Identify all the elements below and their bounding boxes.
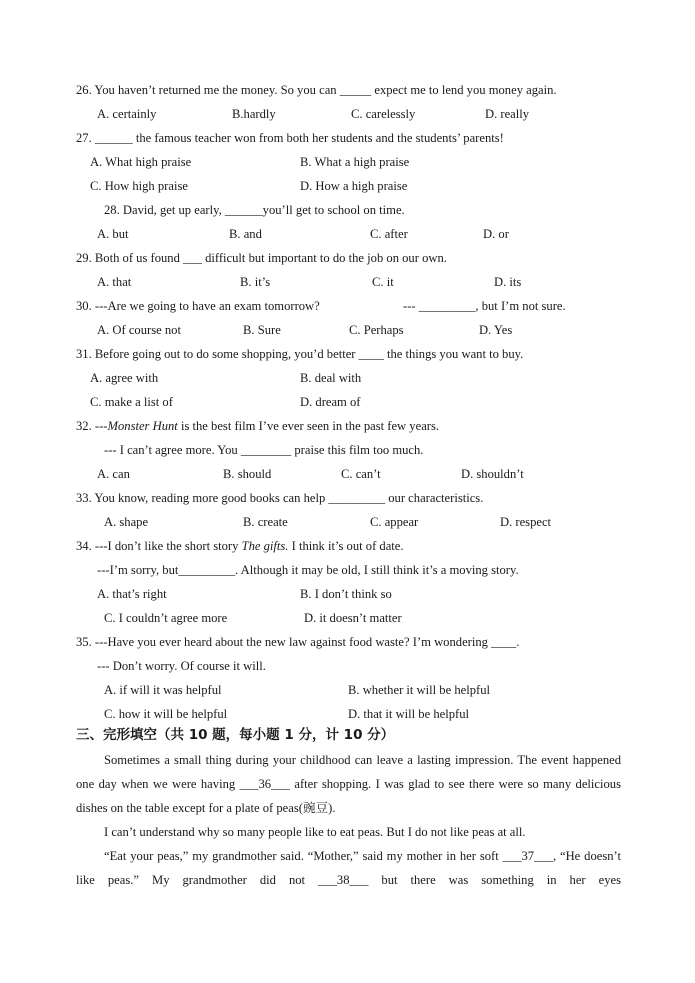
question-34-stem-prefix: 34. ---I don’t like the short story	[76, 539, 242, 553]
question-26-option-c: C. carelessly	[351, 107, 416, 121]
question-33-option-d: D. respect	[500, 515, 552, 529]
question-29-option-d: D. its	[494, 275, 522, 289]
question-27-option-a: A. What high praise	[90, 155, 192, 169]
question-26-option-a: A. certainly	[97, 107, 157, 121]
question-34-stem-suffix: I think it’s out of date.	[288, 539, 404, 553]
question-30-option-c: C. Perhaps	[349, 323, 404, 337]
question-28-option-a: A. but	[97, 227, 129, 241]
question-31-option-c: C. make a list of	[90, 395, 173, 409]
question-32-stem-prefix: 32. ---	[76, 419, 108, 433]
passage-paragraph-3: “Eat your peas,” my grandmother said. “Mother,” said my mother in her soft ___37___, “He doesn’t like peas.” My grandmother did not ___38___ but there was something in her eyes	[76, 849, 621, 887]
question-28-stem: 28. David, get up early, ______you’ll get to school on time.	[104, 203, 405, 217]
question-32-stem-suffix: is the best film I’ve ever seen in the past few years.	[177, 419, 440, 433]
question-35-option-b: B. whether it will be helpful	[348, 683, 490, 697]
question-34-option-b: B. I don’t think so	[300, 587, 392, 601]
question-35-stem-reply: --- Don’t worry. Of course it will.	[97, 659, 266, 673]
question-30-stem: 30. ---Are we going to have an exam tomorrow?	[76, 299, 320, 313]
question-26-option-d: D. really	[485, 107, 530, 121]
question-31-option-d: D. dream of	[300, 395, 361, 409]
question-34-option-d: D. it doesn’t matter	[304, 611, 402, 625]
question-26-option-b: B.hardly	[232, 107, 276, 121]
question-30-option-d: D. Yes	[479, 323, 513, 337]
passage-paragraph-2: I can’t understand why so many people like to eat peas. But I do not like peas at all.	[104, 825, 526, 839]
question-34-option-a: A. that’s right	[97, 587, 167, 601]
question-32-option-d: D. shouldn’t	[461, 467, 524, 481]
question-34-option-c: C. I couldn’t agree more	[104, 611, 228, 625]
question-35-option-d: D. that it will be helpful	[348, 707, 470, 721]
question-34-stem	[76, 538, 404, 554]
question-34-stem-reply: ---I’m sorry, but_________. Although it may be old, I still think it’s a moving story.	[97, 563, 519, 577]
question-28-option-b: B. and	[229, 227, 262, 241]
question-27-option-b: B. What a high praise	[300, 155, 410, 169]
question-29-option-c: C. it	[372, 275, 394, 289]
question-33-option-c: C. appear	[370, 515, 419, 529]
question-31-option-b: B. deal with	[300, 371, 362, 385]
film-title: Monster Hunt	[107, 419, 178, 433]
question-30-stem-reply: --- _________, but I’m not sure.	[403, 299, 566, 313]
question-30-option-a: A. Of course not	[97, 323, 181, 337]
question-28-option-d: D. or	[483, 227, 509, 241]
question-26-stem: 26. You haven’t returned me the money. So you can _____ expect me to lend you money again.	[76, 83, 557, 97]
question-33-option-a: A. shape	[104, 515, 149, 529]
passage-paragraph-1: Sometimes a small thing during your childhood can leave a lasting impression. The event happened one day when we were having ___36___ after shopping. I was glad to see there were so many delicious dishes on the table except for a plate of peas(豌豆).	[76, 753, 621, 815]
question-35-stem: 35. ---Have you ever heard about the new law against food waste? I’m wondering ____.	[76, 635, 520, 649]
question-35-option-a: A. if will it was helpful	[104, 683, 222, 697]
question-32-option-b: B. should	[223, 467, 272, 481]
question-27-option-d: D. How a high praise	[300, 179, 408, 193]
question-31-stem: 31. Before going out to do some shopping, you’d better ____ the things you want to buy.	[76, 347, 524, 361]
question-28-option-c: C. after	[370, 227, 408, 241]
question-32-stem	[76, 418, 439, 434]
question-27-stem: 27. ______ the famous teacher won from both her students and the students’ parents!	[76, 131, 504, 145]
story-title: The gifts.	[241, 539, 289, 553]
question-30-option-b: B. Sure	[243, 323, 281, 337]
question-32-stem-reply: --- I can’t agree more. You ________ praise this film too much.	[104, 443, 424, 457]
question-31-option-a: A. agree with	[90, 371, 159, 385]
question-27-option-c: C. How high praise	[90, 179, 188, 193]
question-35-option-c: C. how it will be helpful	[104, 707, 228, 721]
question-29-stem: 29. Both of us found ___ difficult but important to do the job on our own.	[76, 251, 447, 265]
question-32-option-c: C. can’t	[341, 467, 381, 481]
question-29-option-b: B. it’s	[240, 275, 271, 289]
question-29-option-a: A. that	[97, 275, 132, 289]
question-32-option-a: A. can	[97, 467, 130, 481]
question-33-stem: 33. You know, reading more good books can help _________ our characteristics.	[76, 491, 484, 505]
section-3-title: 三、完形填空（共 10 题，每小题 1 分，计 10 分）	[76, 727, 395, 743]
question-33-option-b: B. create	[243, 515, 288, 529]
